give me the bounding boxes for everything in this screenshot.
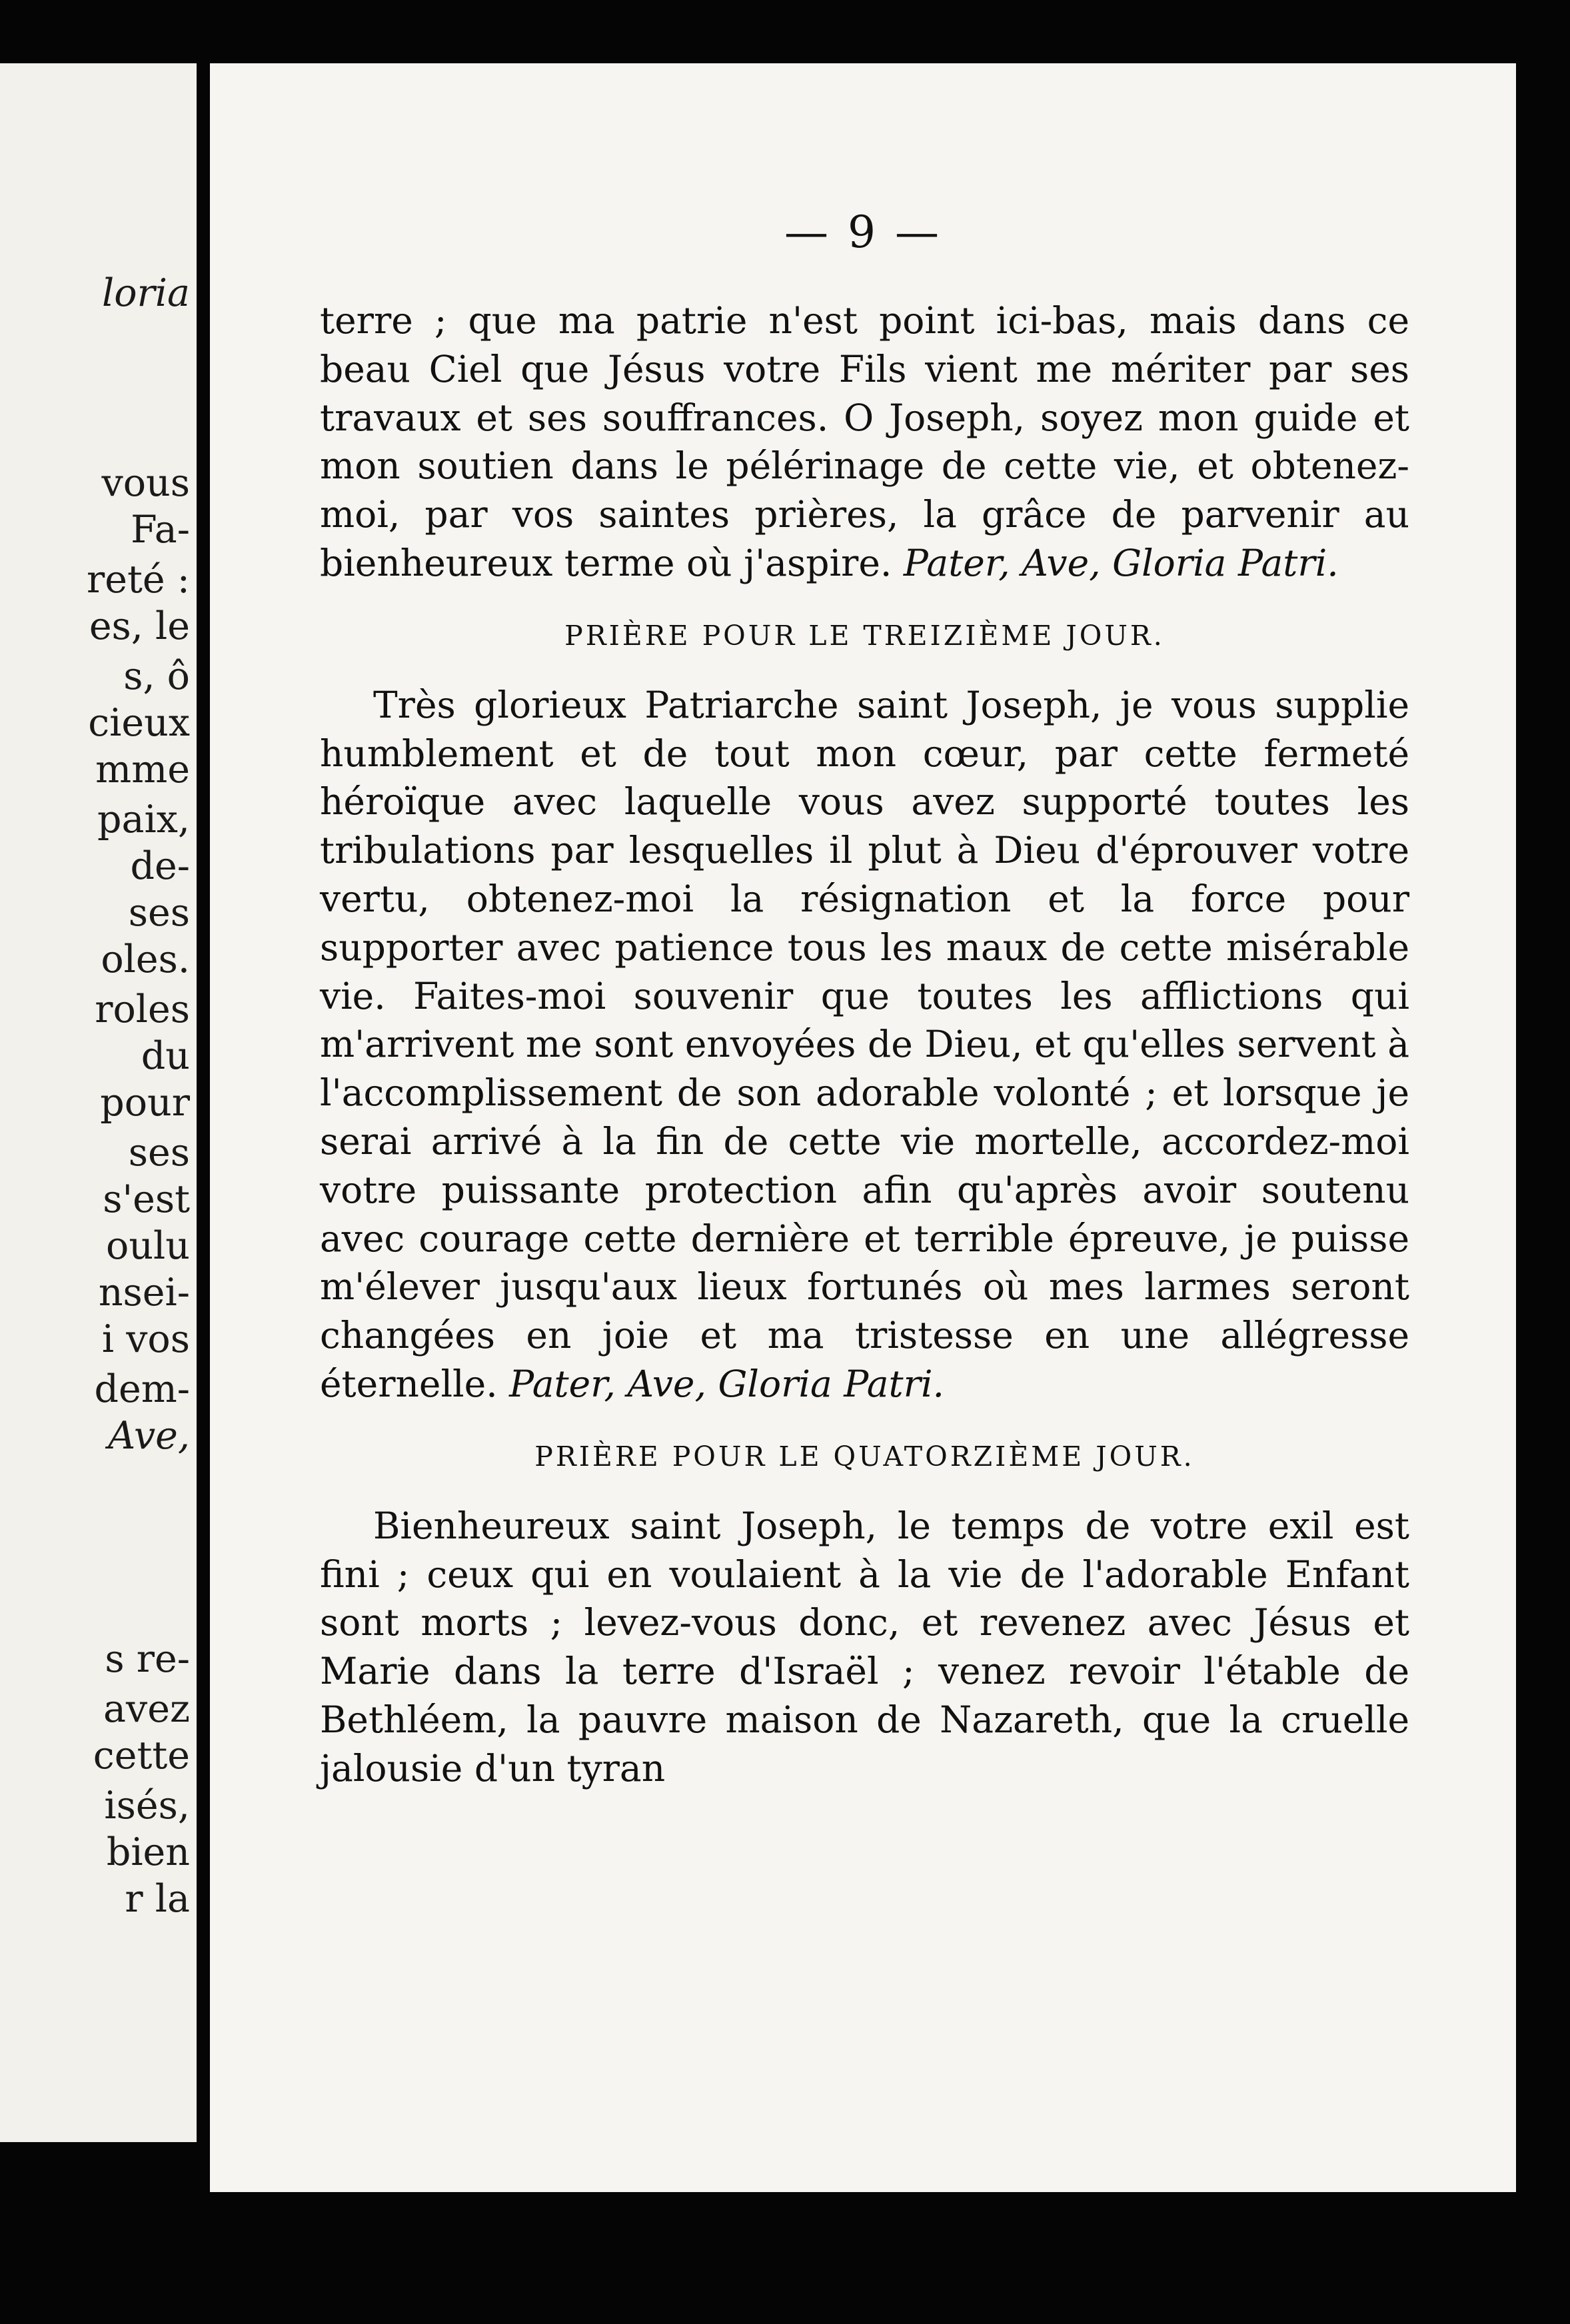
- facing-page-text-fragment: bien: [106, 1830, 190, 1874]
- facing-page-text-fragment: cette: [93, 1734, 190, 1778]
- facing-page-text-fragment: pour: [100, 1081, 190, 1125]
- facing-page-text-fragment: mme: [95, 748, 190, 792]
- facing-page-text-fragment: vous: [101, 461, 190, 505]
- paragraph-continuation: terre ; que ma patrie n'est point ici-bas, mais dans ce beau Ciel que Jésus votre Fils vient me mériter par ses travaux et ses souffrances. O Joseph, soyez mon guide et mon soutien dans le pélérinage de cette vie, et obtenez-moi, par vos saintes prières, la grâce de parvenir au bienheureux terme où j'aspire. Pater, Ave, Gloria Patri.: [320, 299, 1409, 584]
- paragraph-prayer-14: Bienheureux saint Joseph, le temps de votre exil est fini ; ceux qui en voulaient à la vie de l'adorable Enfant sont morts ; levez-vous donc, et revenez avec Jésus et Marie dans la terre d'Israël ; venez revoir l'étable de Bethléem, la pauvre maison de Nazareth, que la cruelle jalousie d'un tyran: [320, 1504, 1409, 1790]
- prayer-closing: Pater, Ave, Gloria Patri.: [509, 1362, 945, 1405]
- facing-page-fragment: [0, 63, 197, 2142]
- book-page: [210, 63, 1516, 2192]
- facing-page-text-fragment: s, ô: [123, 654, 190, 698]
- prayer-closing: Pater, Ave, Gloria Patri.: [903, 541, 1339, 584]
- facing-page-text-fragment: i vos: [101, 1317, 190, 1361]
- facing-page-text-fragment: Fa-: [131, 508, 190, 552]
- facing-page-text-fragment: oulu: [106, 1224, 190, 1268]
- facing-page-text-fragment: Ave,: [108, 1414, 190, 1458]
- facing-page-text-fragment: roles: [95, 987, 190, 1031]
- facing-page-text-fragment: nsei-: [98, 1271, 190, 1315]
- facing-page-text-fragment: s'est: [103, 1177, 190, 1221]
- section-heading: PRIÈRE POUR LE QUATORZIÈME JOUR.: [534, 1440, 1195, 1472]
- paragraph-prayer-13: Très glorieux Patriarche saint Joseph, je vous supplie humblement et de tout mon cœur, par cette fermeté héroïque avec laquelle vous avez supporté toutes les tribulations par lesquelles il plut à Dieu d'éprouver votre vertu, obtenez-moi la résignation et la force pour supporter avec patience tous les maux de cette misérable vie. Faites-moi souvenir que toutes les afflictions qui m'arrivent me sont envoyées de Dieu, et qu'elles servent à l'accomplissement de son adorable volonté ; et lorsque je serai arrivé à la fin de cette vie mortelle, accordez-moi votre puissante protection afin qu'après avoir soutenu avec courage cette dernière et terrible épreuve, je puisse m'élever jusqu'aux lieux fortunés où mes larmes seront changées en joie et ma tristesse en une allégresse éternelle. Pater, Ave, Gloria Patri.: [320, 683, 1409, 1405]
- facing-page-text-fragment: cieux: [88, 701, 190, 745]
- page-body: [320, 296, 1409, 1793]
- facing-page-text-fragment: oles.: [101, 937, 190, 981]
- facing-page-text-fragment: ses: [128, 1131, 190, 1175]
- section-heading: PRIÈRE POUR LE TREIZIÈME JOUR.: [564, 619, 1165, 652]
- page-number: — 9 —: [784, 207, 942, 258]
- facing-page-text-fragment: r la: [125, 1877, 190, 1921]
- facing-page-text-fragment: dem-: [94, 1367, 190, 1411]
- facing-page-text-fragment: loria: [101, 271, 190, 315]
- facing-page-text-fragment: du: [141, 1034, 190, 1078]
- facing-page-text-fragment: isés,: [104, 1784, 190, 1828]
- facing-page-text-fragment: ses: [128, 891, 190, 935]
- facing-page-text-fragment: es, le: [89, 604, 190, 648]
- facing-page-text-fragment: paix,: [97, 798, 190, 842]
- facing-page-text-fragment: s re-: [105, 1637, 190, 1681]
- facing-page-text-fragment: avez: [103, 1687, 190, 1731]
- facing-page-text-fragment: de-: [130, 844, 190, 888]
- facing-page-text-fragment: reté :: [87, 558, 190, 602]
